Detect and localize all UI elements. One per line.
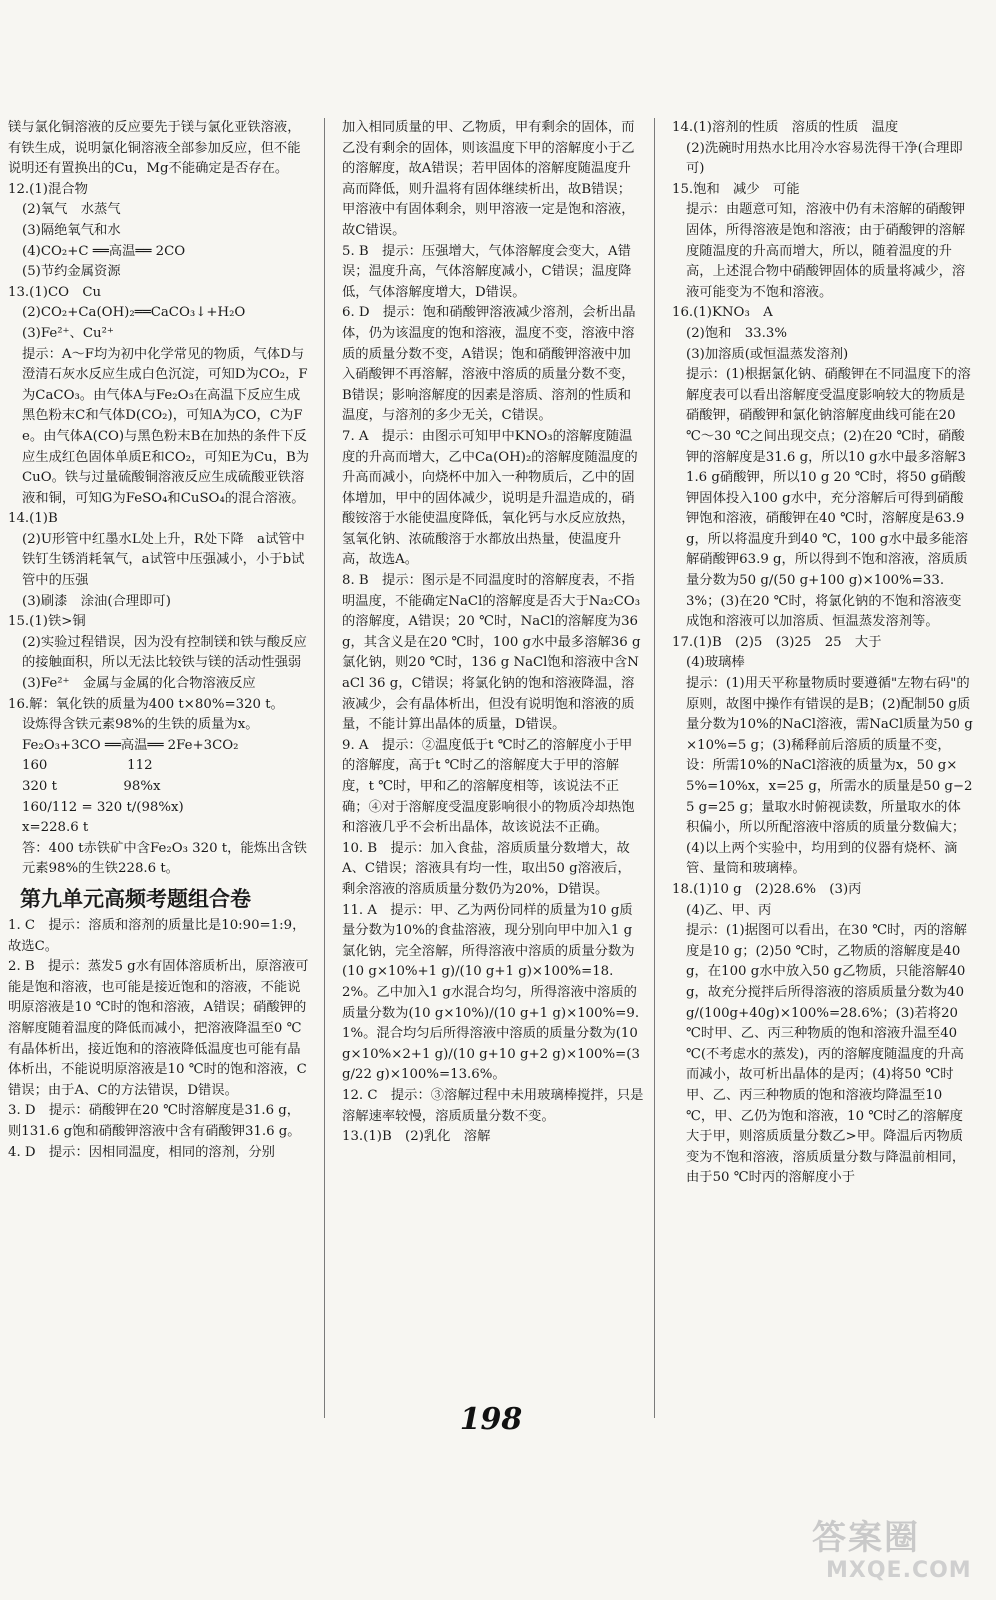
hint-paragraph: 提示：(1)据图可以看出，在30 ℃时，丙的溶解度是10 g；(2)50 ℃时，乙物质的溶解度是40 g，在100 g水中放入50 g乙物质，只能溶解40 g，故充分搅拌后所得溶液的溶质质量分数为40g/(100g+40g)×100%=28.6%；(3)若将20 ℃时甲、乙、丙三种物质的饱和溶液升温至40 ℃(不考虑水的蒸发)，丙的溶解度随温度的升高而减小，故可析出晶体的是丙；(4)将50 ℃时甲、乙、丙三种物质的饱和溶液均降温至10 ℃，甲、乙仍为饱和溶液，10 ℃时乙的溶解度大于甲，则溶质质量分数乙>甲。降温后丙物质变为不饱和溶液，溶质质量分数与降温前相同，由于50 ℃时丙的溶解度小于: [686, 923, 967, 1186]
hint-paragraph: 提示：(1)根据氯化钠、硝酸钾在不同温度下的溶解度表可以看出溶解度受温度影响较大的物质是硝酸钾，硝酸钾和氯化钠溶解度曲线可能在20 ℃～30 ℃之间出现交点；(2)在20 ℃时，硝酸钾的溶解度是31.6 g，所以10 g水中最多溶解31.6 g硝酸钾，所以10 g 20 ℃时，将50 g硝酸钾固体投入100 g水中，充分溶解后可得到硝酸钾饱和溶液，硝酸钾在40 ℃时，溶解度是63.9 g，所以将温度升到40 ℃，100 g水中最多能溶解硝酸钾63.9 g，所以得到不饱和溶液，溶质质量分数为50 g/(50 g+100 g)×100%=33.3%；(3)在20 ℃时，将氯化钠的不饱和溶液变成饱和溶液可以加溶质、恒温蒸发溶剂等。: [686, 367, 971, 630]
answer-line: (3)加溶质(或恒温蒸发溶剂): [686, 346, 849, 362]
answer-line: 15.(1)铁>铜: [8, 614, 86, 630]
column-divider: [654, 118, 655, 1418]
answer-line: 15.饱和 减少 可能: [672, 181, 800, 197]
answer-line: 14.(1)B: [8, 511, 58, 527]
watermark-url: MXQE.COM: [826, 1558, 972, 1583]
answer-line: (5)节约金属资源: [22, 264, 121, 280]
page-number: 198: [459, 1402, 523, 1437]
answer-line: (2)U形管中红墨水L处上升，R处下降 a试管中铁钉生锈消耗氧气，a试管中压强减小，小于b试管中的压强: [22, 531, 305, 589]
watermark: [806, 1510, 986, 1596]
answer-line: (3)Fe²⁺、Cu²⁺: [22, 325, 114, 341]
column-left: [8, 118, 310, 1163]
watermark-logo: 答案圈: [812, 1518, 920, 1558]
answer-line: 2. B 提示：蒸发5 g水有固体溶质析出，原溶液可能是饱和溶液，也可能是接近饱和的溶液，不能说明原溶液是10 ℃时的饱和溶液，A错误；硝酸钾的溶解度随着温度的降低而减小，把溶液降温至0 ℃有晶体析出，接近饱和的溶液降低温度也可能有晶体析出，不能说明原溶液是10 ℃时的饱和溶液，C错误；由于A、C的方法错误，D错误。: [8, 959, 309, 1098]
answer-line: 13.(1)CO Cu: [8, 284, 102, 300]
answer-line: 4. D 提示：因相同温度，相同的溶剂，分别: [8, 1144, 275, 1160]
answer-line: 9. A 提示：②温度低于t ℃时乙的溶解度小于甲的溶解度，高于t ℃时乙的溶解度大于甲的溶解度，t ℃时，甲和乙的溶解度相等，该说法不正确；④对于溶解度受温度影响很小的物质冷却热饱和溶液几乎不会析出晶体，故该说法不正确。: [342, 737, 635, 836]
answer-line: 8. B 提示：图示是不同温度时的溶解度表，不指明温度，不能确定NaCl的溶解度是否大于Na₂CO₃的溶解度，A错误；20 ℃时，NaCl的溶解度为36 g，其含义是在20 ℃时，100 g水中最多溶解36 g氯化钠，则20 ℃时，136 g NaCl饱和溶液中含NaCl 36 g，C错误；将氯化钠的饱和溶液降温，溶液减少，会有晶体析出，但没有说明饱和溶液的质量，不能计算出晶体的质量，D错误。: [342, 573, 641, 733]
answer-line: 17.(1)B (2)5 (3)25 25 大于: [672, 634, 882, 650]
answer-line: 6. D 提示：饱和硝酸钾溶液减少溶剂，会析出晶体，仍为该温度的饱和溶液，温度不变，溶液中溶质的质量分数不变，A错误；饱和硝酸钾溶液中加入硝酸钾不再溶解，溶液中溶质的质量分数不变，B错误；影响溶解度的因素是溶质、溶剂的性质和温度，与溶剂的多少无关，C错误。: [342, 305, 636, 424]
answer-line: (3)刷漆 涂油(合理即可): [22, 593, 171, 609]
answer-line: (4)乙、甲、丙: [686, 902, 772, 918]
column-right: [672, 118, 974, 1189]
equation: x=228.6 t: [22, 820, 89, 836]
answer-line: 11. A 提示：甲、乙为两份同样的质量为10 g质量分数为10%的食盐溶液，现分别向甲中加入1 g氯化钠，完全溶解，所得溶液中溶质的质量分数为(10 g×10%+1 g)/(10 g+1 g)×100%=18.2%。乙中加入1 g水混合均匀，所得溶液中溶质的质量分数为(10 g×10%)/(10 g+1 g)×100%=9.1%。混合均匀后所得溶液中溶质的质量分数为(10 g×10%×2+1 g)/(10 g+10 g+2 g)×100%=(3 g/22 g)×100%=13.6%。: [342, 902, 640, 1083]
answer-line: (4)玻璃棒: [686, 655, 745, 671]
solution-line: 16.解：氧化铁的质量为400 t×80%=320 t。: [8, 696, 284, 712]
equation: 160 112: [22, 758, 153, 774]
paragraph: 加入相同质量的甲、乙物质，甲有剩余的固体，而乙没有剩余的固体，则该温度下甲的溶解度小于乙的溶解度，故A错误；若甲固体的溶解度随温度升高而降低，则升温将有固体继续析出，故B错误；甲溶液中有固体剩余，则甲溶液一定是饱和溶液，故C错误。: [342, 120, 635, 238]
answer-line: 7. A 提示：由图示可知甲中KNO₃的溶解度随温度的升高而增大，乙中Ca(OH)₂的溶解度随温度的升高而减小，向烧杯中加入一种物质后，乙中的固体增加，甲中的固体减少，说明是升温造成的，硝酸铵溶于水能使温度降低，氧化钙与水反应放热，氢氧化钠、浓硫酸溶于水都放出热量，使温度升高，故选A。: [342, 428, 638, 568]
answer-line: 10. B 提示：加入食盐，溶质质量分数增大，故A、C错误；溶液具有均一性，取出50 g溶液后，剩余溶液的溶质质量分数仍为20%，D错误。: [342, 840, 631, 897]
hint-paragraph: 提示：由题意可知，溶液中仍有未溶解的硝酸钾固体，所得溶液是饱和溶液；由于硝酸钾的溶解度随温度的升高而增大，所以，随着温度的升高，上述混合物中硝酸钾固体的质量将减少，溶液可能变为不饱和溶液。: [686, 202, 966, 300]
answer-line: (2)实验过程错误，因为没有控制镁和铁与酸反应的接触面积，所以无法比较铁与镁的活动性强弱: [22, 634, 307, 671]
answer-line: (3)隔绝氧气和水: [22, 222, 121, 238]
answer-line: 14.(1)溶剂的性质 溶质的性质 温度: [672, 120, 899, 135]
column-divider: [324, 118, 325, 1418]
hint-paragraph: 提示：(1)用天平称量物质时要遵循"左物右码"的原则，故图中操作有错误的是B；(2)配制50 g质量分数为10%的NaCl溶液，需NaCl质量为50 g×10%=5 g；(3)稀释前后溶质的质量不变，设：所需10%的NaCl溶液的质量为x，50 g×5%=10%x，x=25 g，所需水的质量是50 g−25 g=25 g；量取水时俯视读数，所量取水的体积偏小，所以所配溶液中溶质的质量分数偏大；(4)以上两个实验中，均用到的仪器有烧杯、滴管、量筒和玻璃棒。: [686, 676, 973, 877]
paragraph: 镁与氯化铜溶液的反应要先于镁与氯化亚铁溶液，有铁生成，说明氯化铜溶液全部参加反应，但不能说明还有置换出的Cu，Mg不能确定是否存在。: [8, 120, 301, 177]
answer-line: 16.(1)KNO₃ A: [672, 305, 773, 321]
answer-line: (2)饱和 33.3%: [686, 325, 787, 341]
answer-line: (2)洗碗时用热水比用冷水容易洗得干净(合理即可): [686, 140, 963, 177]
section-title: 第九单元高频考题组合卷: [20, 886, 251, 911]
equation: (2)CO₂+Ca(OH)₂══CaCO₃↓+H₂O: [22, 305, 246, 321]
answer-line: 12. C 提示：③溶解过程中未用玻璃棒搅拌，只是溶解速率较慢，溶质质量分数不变。: [342, 1087, 644, 1124]
hint-paragraph: 提示：A～F均为初中化学常见的物质，气体D与澄清石灰水反应生成白色沉淀，可知D为CO₂，F为CaCO₃。由气体A与Fe₂O₃在高温下反应生成黑色粉末C和气体D(CO₂)，可知A为CO，C为Fe。由气体A(CO)与黑色粉末B在加热的条件下反应生成红色固体单质E和CO₂，可知E为Cu，B为CuO。铁与过量硫酸铜溶液反应生成硫酸亚铁溶液和铜，可知G为FeSO₄和CuSO₄的混合溶液。: [22, 346, 310, 506]
answer-line: 1. C 提示：溶质和溶剂的质量比是10:90=1:9，故选C。: [8, 917, 306, 954]
equation: (4)CO₂+C ══高温══ 2CO: [22, 243, 186, 259]
equation: 160/112 = 320 t/(98%x): [22, 799, 184, 815]
answer-line: 12.(1)混合物: [8, 181, 88, 197]
equation: Fe₂O₃+3CO ══高温══ 2Fe+3CO₂: [22, 737, 239, 753]
solution-line: 答：400 t赤铁矿中含Fe₂O₃ 320 t，能炼出含铁元素98%的生铁228.6 t。: [22, 840, 307, 877]
answer-line: 5. B 提示：压强增大，气体溶解度会变大，A错误；温度升高，气体溶解度减小，C错误；温度降低，气体溶解度增大，D错误。: [342, 243, 632, 300]
answer-line: (3)Fe²⁺ 金属与金属的化合物溶液反应: [22, 676, 256, 692]
equation: 320 t 98%x: [22, 779, 161, 794]
answer-line: 3. D 提示：硝酸钾在20 ℃时溶解度是31.6 g，则131.6 g饱和硝酸钾溶液中含有硝酸钾31.6 g。: [8, 1103, 301, 1139]
answer-line: (2)氧气 水蒸气: [22, 202, 121, 218]
answer-line: 18.(1)10 g (2)28.6% (3)丙: [672, 881, 862, 897]
solution-line: 设炼得含铁元素98%的生铁的质量为x。: [22, 717, 259, 733]
column-middle: [342, 118, 644, 1148]
answer-line: 13.(1)B (2)乳化 溶解: [342, 1129, 491, 1145]
